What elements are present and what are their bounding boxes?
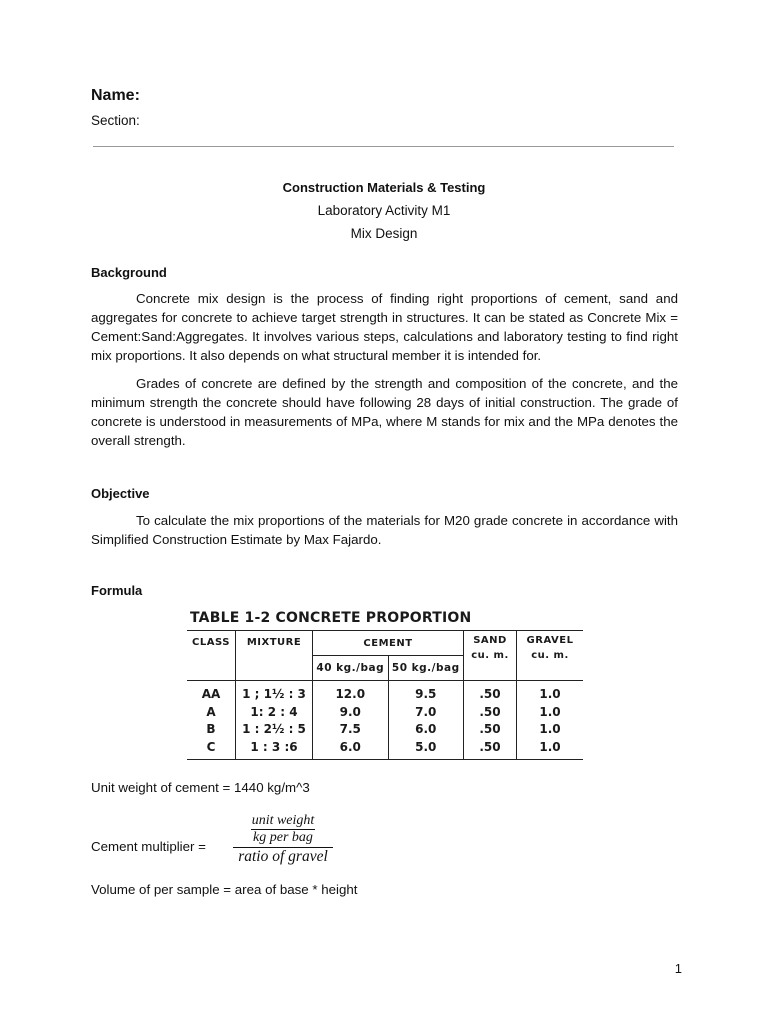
th-cement-40: 40 kg./bag: [313, 656, 389, 681]
background-paragraph-2: Grades of concrete are defined by the strength and composition of the concrete, and the minimum strength the concrete should have following 28 days of initial construction. The grade of concrete is understood in measurements of MPa, where M stands for mix and the MPa denotes the overall strength.: [91, 376, 678, 448]
th-class: CLASS: [187, 631, 236, 681]
cell-mixture: 1 : 3 :6: [236, 739, 313, 760]
header-divider: [93, 146, 674, 147]
th-cement-50: 50 kg./bag: [388, 656, 464, 681]
name-label: Name:: [91, 87, 140, 104]
background-heading: Background: [91, 265, 167, 280]
cell-mixture: 1 : 2½ : 5: [236, 721, 313, 739]
cell-sand: .50: [464, 704, 517, 722]
formula-heading: Formula: [91, 583, 143, 598]
cell-mixture: 1: 2 : 4: [236, 704, 313, 722]
cell-cement-40: 7.5: [313, 721, 389, 739]
cell-cement-50: 9.5: [388, 681, 464, 704]
objective-heading: Objective: [91, 486, 150, 501]
cell-cement-50: 7.0: [388, 704, 464, 722]
objective-paragraph: To calculate the mix proportions of the materials for M20 grade concrete in accordance with Simplified Construction Estimate by Max Fajardo.: [91, 513, 678, 547]
cell-class: B: [187, 721, 236, 739]
th-sand: [464, 631, 517, 681]
th-sand-label: SAND: [473, 635, 507, 646]
cell-sand: .50: [464, 739, 517, 760]
concrete-proportion-table-figure: [187, 610, 583, 760]
fraction-numerator-bottom: kg per bag: [253, 830, 313, 845]
cell-cement-50: 6.0: [388, 721, 464, 739]
topic-title: Mix Design: [350, 226, 418, 241]
cell-cement-50: 5.0: [388, 739, 464, 760]
concrete-proportion-table: [187, 630, 583, 760]
cell-class: A: [187, 704, 236, 722]
th-cement: CEMENT: [313, 631, 464, 656]
background-paragraph-1: Concrete mix design is the process of finding right proportions of cement, sand and aggregates for concrete to achieve target strength in structures. It can be stated as Concrete Mix = Cement:Sand:Aggregates. It involves various steps, calculations and laboratory testing to find right mix proportions. It also depends on what structural member it is intended for.: [91, 291, 678, 363]
page-number: 1: [674, 961, 682, 976]
cell-gravel: 1.0: [539, 704, 561, 719]
cell-gravel: 1.0: [517, 681, 584, 704]
cement-multiplier-fraction: [233, 813, 333, 866]
fraction-numerator-top: unit weight: [251, 813, 315, 828]
th-gravel: [517, 631, 584, 681]
table-title: TABLE 1-2 CONCRETE PROPORTION: [190, 610, 472, 626]
cell-cement-40: 9.0: [313, 704, 389, 722]
cell-class: AA: [187, 681, 236, 704]
section-label: Section:: [91, 113, 140, 128]
cell-cement-40: 6.0: [313, 739, 389, 760]
th-sand-unit: cu. m.: [471, 650, 509, 661]
cell-sand: .50: [464, 681, 517, 704]
th-mixture: MIXTURE: [236, 631, 313, 681]
th-gravel-unit: cu. m.: [531, 650, 569, 661]
cell-mixture: 1 ; 1½ : 3: [236, 681, 313, 704]
cell-sand: .50: [464, 721, 517, 739]
activity-title: Laboratory Activity M1: [317, 203, 451, 218]
cell-gravel: 1.0: [517, 739, 584, 760]
volume-formula-line: Volume of per sample = area of base * height: [91, 882, 358, 897]
unit-weight-line: Unit weight of cement = 1440 kg/m^3: [91, 780, 310, 795]
cement-multiplier-label: Cement multiplier =: [91, 839, 206, 854]
cell-gravel: 1.0: [539, 722, 561, 736]
th-gravel-label: GRAVEL: [526, 635, 574, 646]
cell-cement-40: 12.0: [313, 681, 389, 704]
fraction-denominator: ratio of gravel: [238, 848, 328, 865]
cell-class: C: [187, 739, 236, 760]
course-title: Construction Materials & Testing: [282, 180, 486, 195]
